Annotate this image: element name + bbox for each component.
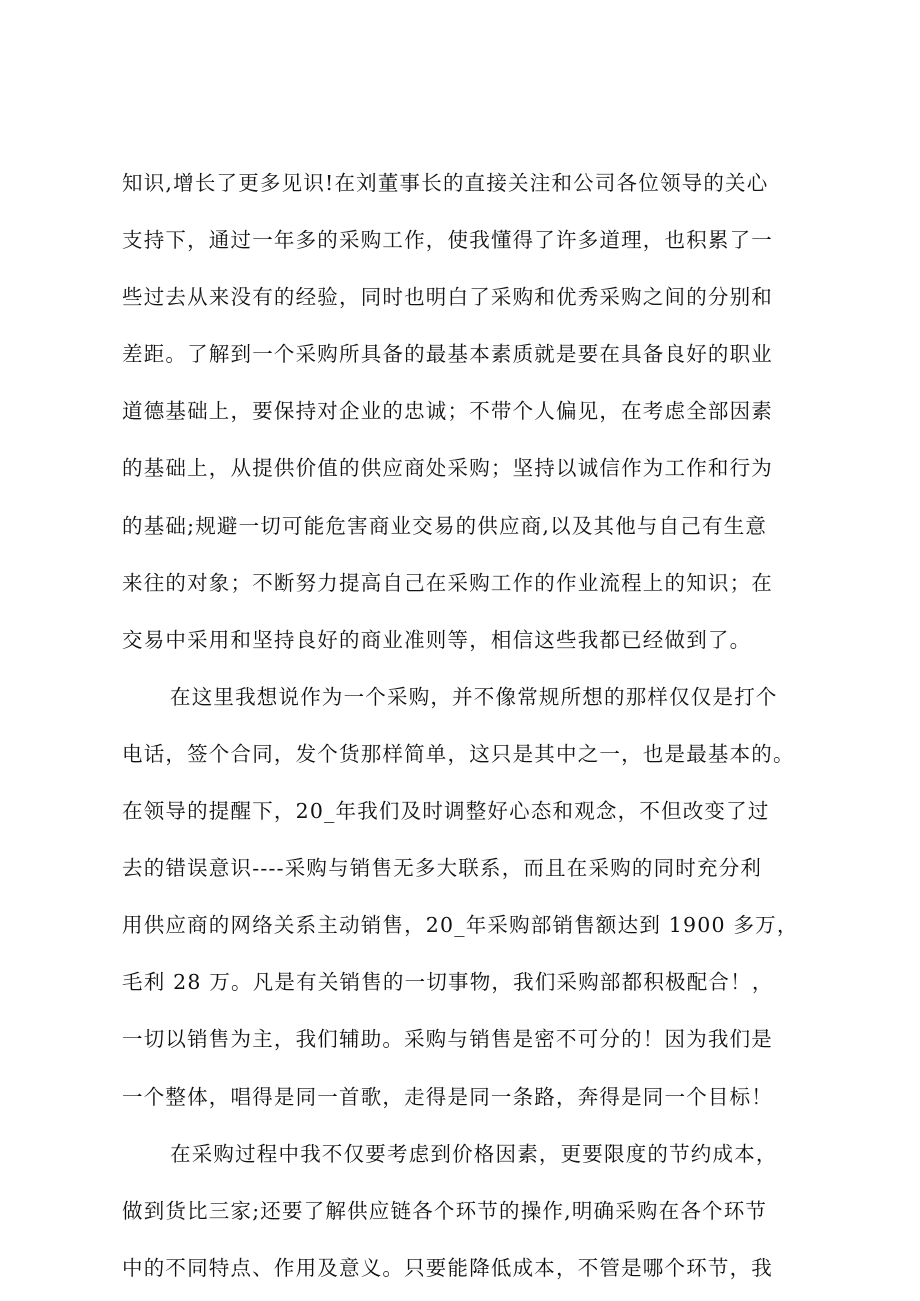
text-line: 知识,增长了更多见识!在刘董事长的直接关注和公司各位领导的关心: [122, 171, 769, 195]
paragraph-1: [122, 155, 822, 669]
text-line: 些过去从来没有的经验，同时也明白了采购和优秀采购之间的分别和: [122, 285, 773, 310]
text-line: 道德基础上，要保持对企业的忠诚；不带个人偏见，在考虑全部因素: [122, 399, 773, 424]
paragraph-3: [122, 1126, 822, 1297]
text-line: 一个整体，唱得是同一首歌，走得是同一条路，奔得是同一个目标！: [122, 1084, 773, 1109]
text-line: 支持下，通过一年多的采购工作，使我懂得了许多道理，也积累了一: [122, 228, 773, 253]
text-line: 差距。了解到一个采购所具备的最基本素质就是要在具备良好的职业: [122, 342, 773, 367]
text-line: 做到货比三家;还要了解供应链各个环节的操作,明确采购在各个环节: [122, 1198, 768, 1223]
document-body: [122, 155, 822, 1297]
text-line: 去的错误意识----采购与销售无多大联系，而且在采购的同时充分利: [122, 856, 763, 881]
text-line: 的基础;规避一切可能危害商业交易的供应商,以及其他与自己有生意: [122, 513, 768, 538]
text-line: 一切以销售为主，我们辅助。采购与销售是密不可分的！因为我们是: [122, 1027, 773, 1052]
text-line: 在这里我想说作为一个采购，并不像常规所想的那样仅仅是打个: [170, 684, 778, 709]
text-line: 交易中采用和坚持良好的商业准则等，相信这些我都已经做到了。: [122, 627, 752, 652]
text-line: 电话，签个合同，发个货那样简单，这只是其中之一，也是最基本的。: [122, 741, 795, 766]
text-line: 毛利 28 万。凡是有关销售的一切事物，我们采购部都积极配合！，: [122, 970, 774, 995]
text-line: 中的不同特点、作用及意义。只要能降低成本，不管是哪个环节，我: [122, 1255, 773, 1280]
text-line: 在领导的提醒下，20_年我们及时调整好心态和观念，不但改变了过: [122, 799, 770, 824]
paragraph-2: [122, 669, 822, 1126]
text-line: 用供应商的网络关系主动销售，20_年采购部销售额达到 1900 多万，: [122, 913, 799, 938]
text-line: 来往的对象；不断努力提高自己在采购工作的作业流程上的知识；在: [122, 570, 773, 595]
text-line: 的基础上，从提供价值的供应商处采购；坚持以诚信作为工作和行为: [122, 456, 773, 481]
text-line: 在采购过程中我不仅要考虑到价格因素，更要限度的节约成本，: [170, 1141, 778, 1166]
